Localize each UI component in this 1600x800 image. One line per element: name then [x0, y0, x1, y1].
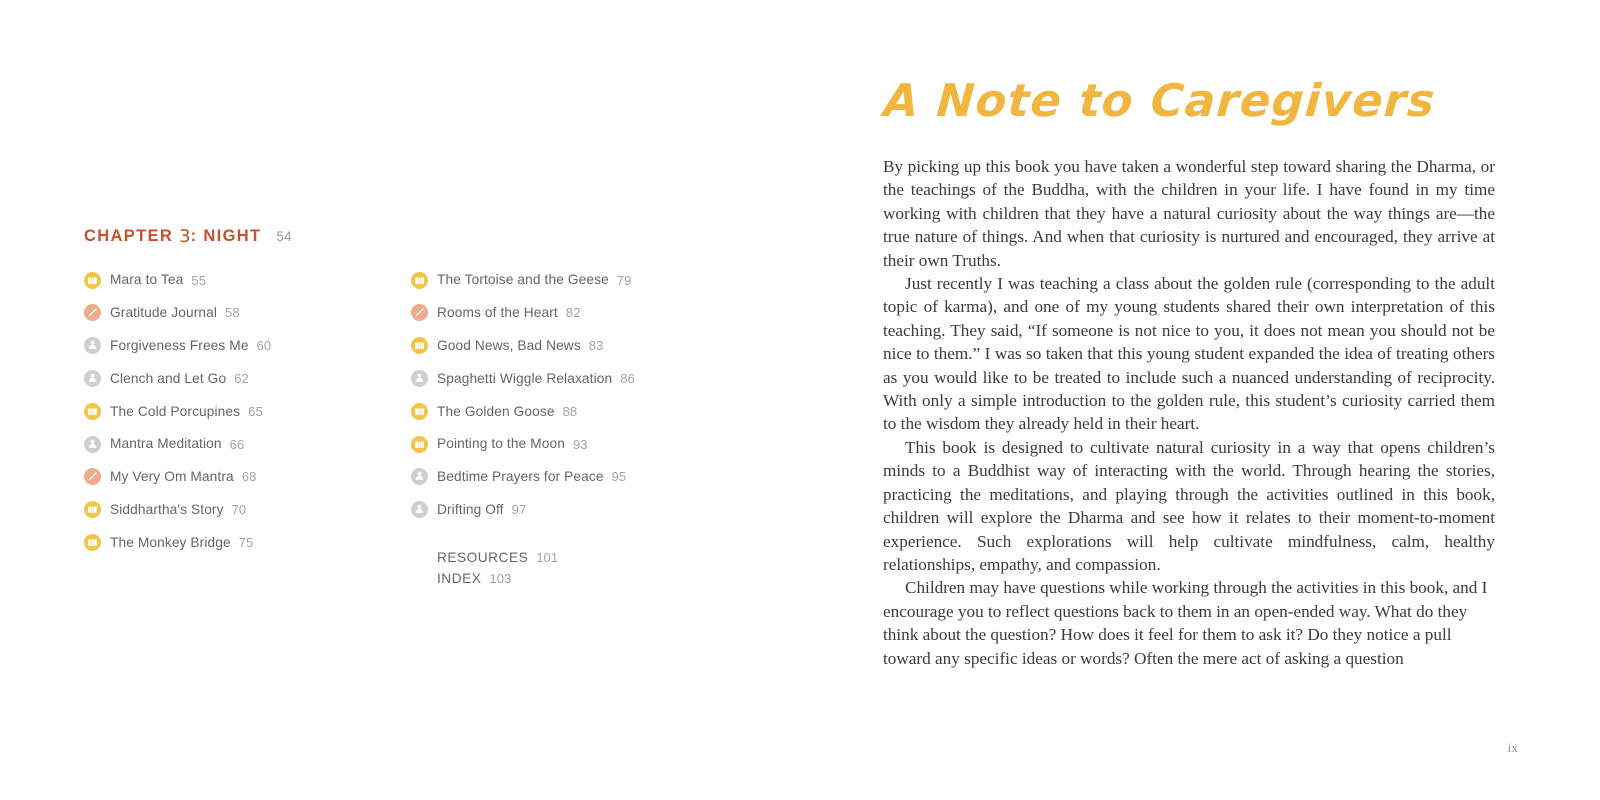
toc-entry-page-number: 55	[191, 272, 207, 288]
toc-entry[interactable]	[84, 264, 404, 297]
chapter-page-number: 54	[276, 229, 292, 244]
toc-entry-page-number: 66	[229, 436, 245, 452]
meditation-icon	[84, 436, 101, 453]
toc-entry-page-number: 86	[620, 371, 635, 387]
toc-entry-title: The Golden Goose	[437, 403, 555, 419]
toc-entry-page-number: 75	[238, 535, 254, 551]
toc-entry[interactable]	[411, 428, 744, 461]
meditation-icon	[411, 468, 428, 485]
toc-entry-page-number: 58	[225, 305, 240, 321]
toc-entry-title: Mantra Meditation	[110, 436, 222, 452]
toc-entry[interactable]	[84, 461, 404, 494]
meditation-icon	[411, 501, 428, 518]
backmatter-entry[interactable]	[437, 548, 744, 569]
toc-entry[interactable]	[411, 395, 744, 428]
toc-entry-page-number: 65	[248, 403, 263, 419]
toc-entry-page-number: 79	[616, 272, 632, 288]
toc-entry-title: Siddhartha's Story	[110, 501, 224, 517]
story-icon	[84, 403, 101, 420]
toc-entry-title: Pointing to the Moon	[437, 436, 565, 452]
toc-entry-page-number: 82	[565, 305, 581, 321]
toc-entry-page-number: 93	[572, 436, 588, 452]
meditation-icon	[411, 370, 428, 387]
toc-entry[interactable]	[411, 362, 744, 395]
toc-entry[interactable]	[411, 297, 744, 330]
meditation-icon	[84, 370, 101, 387]
toc-entry-page-number: 95	[611, 469, 627, 485]
toc-entry-page-number: 97	[511, 502, 527, 518]
activity-icon	[84, 304, 101, 321]
toc-entry[interactable]	[84, 395, 404, 428]
backmatter-entry-page-number: 103	[489, 570, 512, 586]
toc-entry[interactable]	[84, 297, 404, 330]
story-icon	[411, 337, 428, 354]
toc-entry-title: Clench and Let Go	[110, 370, 227, 386]
chapter-heading	[84, 226, 744, 246]
story-icon	[84, 272, 101, 289]
page-folio: ix	[1507, 741, 1518, 755]
toc-entry[interactable]	[84, 428, 404, 461]
note-paragraph: Children may have questions while working through the activities in this book, and I encourage you to reflect questions back to them in an open-ended way. What do they think about the question? How does it feel for them to ask it? Do they notice a pull toward any specific ideas or words? Often the mere act of asking a question	[883, 578, 1488, 668]
backmatter-entry-page-number: 101	[536, 550, 559, 566]
chapter-title: NIGHT	[203, 227, 262, 245]
toc-entry-title: The Cold Porcupines	[110, 403, 241, 419]
note-paragraph: This book is designed to cultivate natural curiosity in a way that opens children’s minds to a Buddhist way of interacting with the world. Through hearing the stories, practicing the meditations, and playing through the activities outlined in this book, children will explore the Dharma and see how it relates to their moment-to-moment experience. Such explorations will help cultivate mindfulness, calm, healthy relationships, empathy, and compassion.	[883, 437, 1495, 574]
toc-entry-page-number: 88	[562, 403, 578, 419]
toc-entry-title: Gratitude Journal	[110, 305, 218, 321]
story-icon	[411, 403, 428, 420]
toc-entry[interactable]	[411, 461, 744, 494]
toc-entry-page-number: 83	[588, 338, 604, 354]
story-icon	[411, 436, 428, 453]
chapter-separator: :	[190, 227, 198, 245]
toc-entry[interactable]	[411, 264, 744, 297]
activity-icon	[84, 468, 101, 485]
backmatter-entry-title: RESOURCES	[437, 550, 529, 566]
story-icon	[84, 501, 101, 518]
toc-entry-page-number: 60	[256, 338, 272, 354]
toc-entry-title: Good News, Bad News	[437, 337, 581, 353]
toc-column-left	[84, 264, 404, 559]
backmatter-list	[411, 548, 744, 589]
story-icon	[411, 272, 428, 289]
toc-entry[interactable]	[84, 362, 404, 395]
toc-entry-title: Rooms of the Heart	[437, 305, 558, 321]
story-icon	[84, 534, 101, 551]
toc-entry-title: My Very Om Mantra	[110, 469, 234, 485]
toc-entry[interactable]	[84, 493, 404, 526]
toc-entry-title: Spaghetti Wiggle Relaxation	[437, 370, 613, 386]
toc-entry-title: The Monkey Bridge	[110, 534, 231, 550]
toc-column-right	[411, 264, 744, 589]
toc-entry[interactable]	[84, 329, 404, 362]
toc-column-right-list	[411, 264, 744, 526]
toc-entry-title: Bedtime Prayers for Peace	[437, 469, 604, 485]
activity-icon	[411, 304, 428, 321]
right-page-note-to-caregivers	[800, 0, 1600, 800]
backmatter-entry-title: INDEX	[437, 570, 482, 586]
note-body	[883, 155, 1495, 670]
toc-entry-page-number: 68	[241, 469, 257, 485]
note-paragraph: By picking up this book you have taken a wonderful step toward sharing the Dharma, or the teachings of the Buddha, with the children in your life. I have found in my time working with children that they have a natural curiosity about the way things are—the true nature of things. And when that curiosity is nurtured and encouraged, they arrive at their own Truths.	[883, 157, 1495, 270]
note-heading: A Note to Caregivers	[882, 74, 1438, 127]
toc-entry[interactable]	[411, 493, 744, 526]
note-paragraph: Just recently I was teaching a class about the golden rule (corresponding to the adult topic of karma), and one of my young students shared their own interpretation of this teaching. They said, “If someone is not nice to you, it does not mean you should not be nice to them.” I was so taken that this young student expanded the idea of treating others as you would like to be treated to include such a nuanced understanding of reciprocity. With only a simple introduction to the golden rule, this student’s curiosity carried them to the wisdom they already held in their heart.	[883, 274, 1495, 434]
meditation-icon	[84, 337, 101, 354]
toc-entry[interactable]	[411, 329, 744, 362]
chapter-number: 3	[179, 225, 191, 247]
toc-entry[interactable]	[84, 526, 404, 559]
toc-entry-title: Forgiveness Frees Me	[110, 337, 249, 353]
toc-entry-title: Drifting Off	[437, 501, 504, 517]
chapter-label: CHAPTER	[84, 227, 174, 245]
toc-entry-page-number: 62	[234, 371, 249, 387]
toc-block	[84, 225, 744, 586]
backmatter-entry[interactable]	[437, 569, 744, 590]
toc-entry-page-number: 70	[231, 502, 247, 518]
toc-entry-title: Mara to Tea	[110, 272, 184, 288]
toc-entry-title: The Tortoise and the Geese	[437, 272, 609, 288]
